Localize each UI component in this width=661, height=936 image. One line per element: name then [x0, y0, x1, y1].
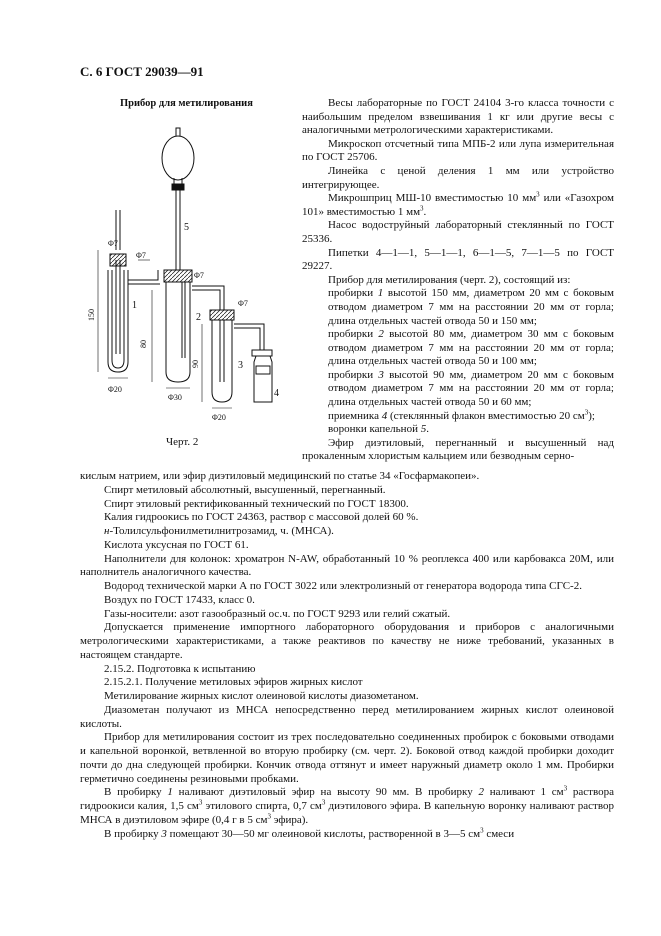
para-carrier-gas: Газы-носители: азот газообразный ос.ч. по ГОСТ 9293 или гелий сжатый. [104, 607, 451, 620]
label-2: 2 [196, 312, 201, 323]
para-tube-2: пробирки 2 высотой 80 мм, диаметром 30 мм с боковым отводом диаметром 7 мм на расстоянии 20 мм от горла; длина отдельных частей отвода 50 и 100 мм; [328, 328, 614, 368]
para-microscope: Микроскоп отсчетный типа МПБ-2 или лупа измерительная по ГОСТ 25706. [302, 137, 614, 164]
dim-d7b: Φ7 [136, 251, 146, 260]
para-fillers: Наполнители для колонок: хроматрон N-AW, обработанный 10 % реоплекса 400 или карбовакса 20М, или наполнитель аналогичного качества. [80, 552, 614, 579]
para-diazomethane: Диазометан получают из МНСА непосредственно перед метилированием жирных кислот олеиновой кислоты. [80, 703, 614, 730]
para-pipettes: Пипетки 4—1—1, 5—1—1, 6—1—5, 7—1—5 по ГОСТ 29227. [302, 246, 614, 273]
para-acetic: Кислота уксусная по ГОСТ 61. [104, 538, 249, 551]
para-tube-3: пробирки 3 высотой 90 мм, диаметром 20 мм с боковым отводом диаметром 7 мм на расстоянии 20 мм от горла; длина отдельных частей отвода 50 и 60 мм; [328, 368, 614, 409]
para-apparatus: Прибор для метилирования (черт. 2), состоящий из: [328, 273, 571, 286]
para-air: Воздух по ГОСТ 17433, класс 0. [104, 593, 255, 606]
para-pump: Насос водоструйный лабораторный стеклянный по ГОСТ 25336. [302, 219, 614, 245]
para-scales: Весы лабораторные по ГОСТ 24104 3-го класса точности с наибольшим пределом взвешивания 1 кг или другие весы с аналогичными метрологическими характеристиками. [302, 97, 614, 137]
page-header: С. 6 ГОСТ 29039—91 [80, 64, 204, 79]
dim-d7a: Φ7 [108, 239, 118, 248]
para-ethanol: Спирт этиловый ректификованный технический по ГОСТ 18300. [104, 497, 409, 510]
methylation-apparatus-drawing [88, 110, 298, 430]
dim-d20b: Φ20 [212, 413, 226, 422]
label-1: 1 [132, 300, 137, 311]
dim-d20a: Φ20 [108, 385, 122, 394]
dim-d30: Φ30 [168, 393, 182, 402]
para-apparatus-desc: Прибор для метилирования состоит из трех последовательно соединенных пробирок с боковыми отводами и капельной воронкой, ветвленной во вторую пробирку (см. черт. 2). Боковой отвод каждой пробирки доходит почти до дна следующей пробирки. Кончик отвода оттянут и имеет наружный диаметр около 1 мм. Пробирки герметично соединены резиновыми пробками. [80, 731, 614, 785]
figure-caption: Черт. 2 [166, 436, 199, 448]
section-2-15-2: 2.15.2. Подготовка к испытанию [104, 662, 256, 675]
dim-d7c: Φ7 [194, 271, 204, 280]
para-ruler: Линейка с ценой деления 1 мм или устройство интегрирующее. [302, 164, 614, 191]
para-import: Допускается применение импортного лабораторного оборудования и приборов с аналогичными метрологическими характеристиками, а также реактивов по качеству не ниже требований, указанных в настоящем стандарте. [80, 621, 614, 661]
para-ether: Эфир диэтиловый, перегнанный и высушенный над прокаленным хлористым кальцием или безводным серно- [302, 436, 614, 463]
section-2-15-2-1: 2.15.2.1. Получение метиловых эфиров жирных кислот [104, 676, 363, 689]
para-receiver: приемника 4 (стеклянный флакон вместимостью 20 $см^3$); [328, 408, 595, 422]
dim-d7d: Φ7 [238, 299, 248, 308]
right-column [302, 97, 614, 464]
para-hydrogen: Водород технической марки А по ГОСТ 3022 или электролизный от генератора водорода типа СГС-2. [104, 580, 582, 592]
para-procedure-2: В пробирку 3 помещают 30—50 мг олеиновой кислоты, растворенной в 3—5 $см^3$ смеси [104, 825, 515, 840]
para-ether-cont: кислым натрием, или эфир диэтиловый медицинский по статье 34 «Госфармакопеи». [80, 470, 480, 482]
dim-h90: 90 [191, 360, 200, 368]
para-tube-1: пробирки 1 высотой 150 мм, диаметром 20 мм с боковым отводом диаметром 7 мм на расстоянии 20 мм от горла; длина отдельных частей отвода 50 и 150 мм; [328, 287, 614, 327]
label-4: 4 [274, 388, 279, 399]
para-koh: Калия гидроокись по ГОСТ 24363, раствор с массовой долей 60 %. [104, 511, 419, 524]
para-microsyringe: Микрошприц МШ-10 вместимостью 10 $мм^3$ или «Газохром 101» вместимостью 1 $мм^3$. [302, 190, 614, 218]
dim-h80: 80 [139, 340, 148, 348]
figure-title: Прибор для метилирования [120, 98, 253, 109]
para-procedure-1: В пробирку 1 наливают диэтиловый эфир на высоту 90 мм. В пробирку 2 наливают 1 $см^3$ раствора гидроокиси калия, 1,5 $см^3$ этилового спирта, 0,7 $см^3$ диэтилового эфира. В капельную воронку наливают раствор МНСА в диэтиловом эфире (0,4 г в 5 $см^3$ эфира). [80, 784, 614, 826]
label-5: 5 [184, 222, 189, 233]
label-3: 3 [238, 360, 243, 371]
dim-h150: 150 [87, 309, 96, 321]
para-methanol: Спирт метиловый абсолютный, высушенный, перегнанный. [104, 483, 386, 496]
para-methylation: Метилирование жирных кислот олеиновой кислоты диазометаном. [104, 690, 419, 702]
main-text [80, 470, 614, 841]
para-funnel: воронки капельной 5. [328, 423, 429, 436]
para-mnsa: н-Толилсульфонилметилнитрозамид, ч. (МНСА). [104, 525, 334, 537]
